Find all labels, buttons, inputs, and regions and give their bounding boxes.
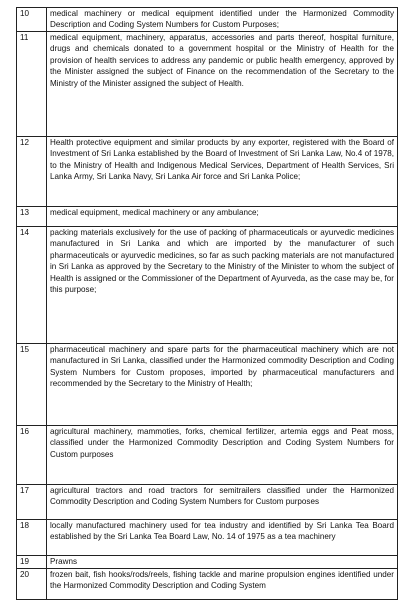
item-description: [47, 32, 398, 137]
item-number: 19: [17, 556, 47, 569]
table-row: [17, 569, 398, 600]
table-row: [17, 485, 398, 520]
item-description: frozen bait, fish hooks/rods/reels, fishing tackle and marine propulsion engines identified under the Harmonized Commodity Description and Coding System: [47, 569, 398, 600]
item-description-text: medical equipment, machinery, apparatus, accessories and parts thereof, hospital furniture, drugs and chemicals donated to a government hospital or the Ministry of Health for the provision of health services to address any pandemic or public health emergency, approved by the Minister assigned the subject of Finance on the recommendation of the Secretary to the Ministry of the Minister assigned the subject of Health.: [50, 33, 394, 88]
item-number: 12: [17, 137, 47, 207]
item-description: medical machinery or medical equipment identified under the Harmonized Commodity Description and Coding System Numbers for Custom Purposes;: [47, 8, 398, 32]
item-number: 11: [17, 32, 47, 137]
table-row: [17, 227, 398, 344]
item-description: agricultural machinery, mammoties, forks, chemical fertilizer, artemia eggs and Peat moss, classified under the Harmonized Commodity Description and Coding System Numbers for Custom purposes: [47, 426, 398, 485]
table-row: [17, 137, 398, 207]
item-number: 17: [17, 485, 47, 520]
item-number: 14: [17, 227, 47, 344]
item-number: 13: [17, 207, 47, 227]
item-number: 10: [17, 8, 47, 32]
item-description: Health protective equipment and similar products by any exporter, registered with the Board of Investment of Sri Lanka established by the Board of Investment of Sri Lanka Law, No.4 of 1978, to the Ministry of Health and Indigenous Medical Services, Department of Health Services, Sri Lanka Army, Sri Lanka Navy, Sri Lanka Air force and Sri Lanka Police;: [47, 137, 398, 207]
table-row: [17, 32, 398, 137]
table-row: [17, 344, 398, 426]
item-number: 16: [17, 426, 47, 485]
table-row: [17, 8, 398, 32]
item-description: medical equipment, medical machinery or any ambulance;: [47, 207, 398, 227]
item-description: agricultural tractors and road tractors for semitrailers classified under the Harmonized Commodity Description and Coding System Numbers for Custom purposes: [47, 485, 398, 520]
table-row: [17, 207, 398, 227]
item-description: locally manufactured machinery used for tea industry and identified by Sri Lanka Tea Board established by the Sri Lanka Tea Board Law, No. 14 of 1975 as a tea machinery: [47, 520, 398, 556]
item-number: 18: [17, 520, 47, 556]
table-row: [17, 556, 398, 569]
table-row: [17, 520, 398, 556]
item-description: packing materials exclusively for the use of packing of pharmaceuticals or ayurvedic medicines manufactured in Sri Lanka and which are imported by the manufacturer of such pharmaceuticals or ayurvedic medicines, so far as such packing materials are not manufactured in Sri Lanka as approved by the Secretary to the Ministry of the Minister to whom the subject of Health is assigned or the Commissioner of the Department of Ayurveda, as the case may be, for this purpose;: [47, 227, 398, 344]
table-row: [17, 426, 398, 485]
item-number: 15: [17, 344, 47, 426]
item-description: Prawns: [47, 556, 398, 569]
item-description: pharmaceutical machinery and spare parts for the pharmaceutical machinery which are not manufactured in Sri Lanka, classified under the Harmonized commodity Description and Coding System Numbers for Custom proposes, imported by pharmaceutical manufacturers and recommended by the Secretary to the Ministry of Health;: [47, 344, 398, 426]
exemption-table: [16, 7, 398, 600]
item-number: 20: [17, 569, 47, 600]
